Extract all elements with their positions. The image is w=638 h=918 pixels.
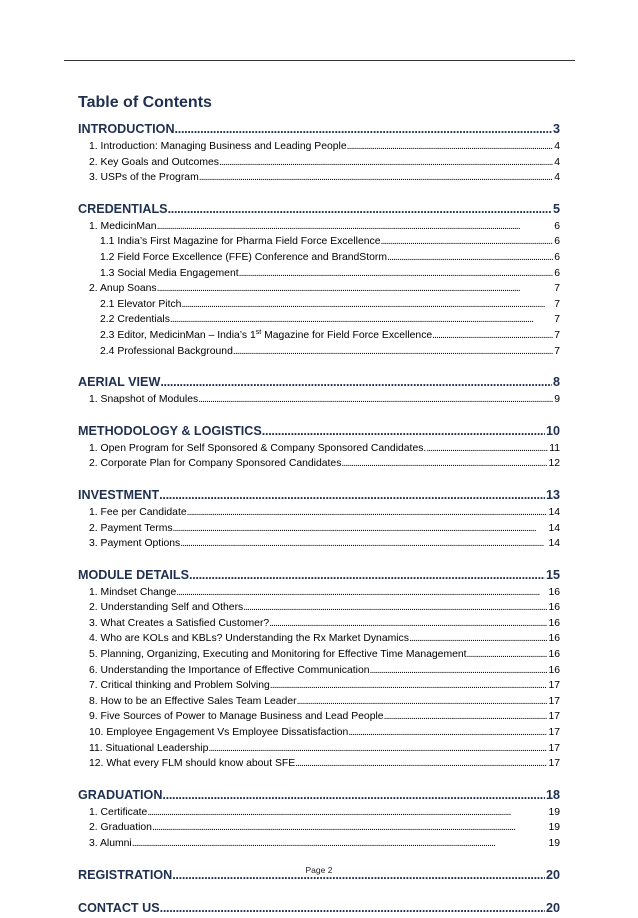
toc-entry-text: 1. Open Program for Self Sponsored & Company Sponsored Candidates. xyxy=(89,442,427,454)
toc-entry-text: 3. Payment Options xyxy=(89,538,181,550)
toc-entry-label xyxy=(89,170,199,186)
toc-entry-label xyxy=(78,899,160,918)
toc-section xyxy=(78,120,560,186)
toc-entry-label xyxy=(100,344,233,360)
page-ref: 6 xyxy=(554,220,560,232)
dot-leader xyxy=(160,899,545,918)
dot-leader xyxy=(162,786,545,805)
toc-heading-introduction[interactable] xyxy=(78,120,560,139)
dot-leader xyxy=(168,200,552,219)
dot-leader xyxy=(297,694,548,710)
toc-entry-label xyxy=(89,600,243,616)
toc-entry-text: 1. MedicinMan xyxy=(89,220,157,232)
page-ref: 3 xyxy=(552,122,560,136)
toc-item[interactable] xyxy=(78,344,560,360)
toc-entry-label xyxy=(89,585,176,601)
toc-section xyxy=(78,566,560,772)
dot-leader xyxy=(270,678,548,694)
dot-leader xyxy=(208,741,547,757)
toc-entry-label xyxy=(89,219,157,235)
page-ref: 6 xyxy=(554,236,560,248)
toc-entry-text: 2. Anup Soans xyxy=(89,283,157,295)
toc-entry-text: 10. Employee Engagement Vs Employee Dissatisfaction xyxy=(89,727,349,739)
toc-entry-label xyxy=(89,836,132,852)
toc-entry-text: 3. Alumni xyxy=(89,838,132,849)
dot-leader xyxy=(132,836,548,852)
page-ref: 17 xyxy=(548,742,560,754)
dot-leader xyxy=(189,566,545,585)
page-ref: 7 xyxy=(554,329,560,341)
toc-item[interactable] xyxy=(78,219,560,235)
toc-entry-label xyxy=(89,805,147,821)
toc-entry-text: 1. Fee per Candidate xyxy=(89,506,187,518)
toc-entry-text: 2. Corporate Plan for Company Sponsored Candidates xyxy=(89,458,342,470)
toc-entry-text: 1.1 India’s First Magazine for Pharma Field Force Excellence xyxy=(100,236,381,248)
toc-entry-label xyxy=(78,422,262,441)
toc-entry-label xyxy=(78,786,162,805)
toc-entry-label xyxy=(89,741,208,757)
toc-item[interactable] xyxy=(78,678,560,694)
toc-entry-text: 2.2 Credentials xyxy=(100,314,170,326)
toc-entry-text: 1. Mindset Change xyxy=(89,586,177,598)
toc-entry-label xyxy=(78,120,175,139)
dot-leader xyxy=(269,616,547,632)
toc-item[interactable] xyxy=(78,281,560,297)
toc-entry-text: INTRODUCTION xyxy=(78,122,175,136)
page-ref: 17 xyxy=(548,695,560,707)
toc-item[interactable] xyxy=(78,266,560,282)
toc-entry-label xyxy=(89,536,180,552)
toc-list xyxy=(78,120,560,918)
toc-item[interactable] xyxy=(78,392,560,408)
dot-leader xyxy=(239,266,554,282)
page-ref: 19 xyxy=(548,806,560,818)
dot-leader xyxy=(181,297,553,313)
toc-entry-text: REGISTRATION xyxy=(78,867,173,882)
dot-leader xyxy=(160,373,552,392)
dot-leader xyxy=(347,139,554,155)
toc-entry-text: INVESTMENT xyxy=(78,487,160,502)
page-number: Page 2 xyxy=(305,865,333,875)
toc-entry-text: 1.2 Field Force Excellence (FFE) Conference and BrandStorm xyxy=(100,251,388,263)
toc-entry-label xyxy=(89,456,341,472)
toc-entry-text: 2. Payment Terms xyxy=(89,522,173,534)
toc-entry-label xyxy=(100,234,380,250)
toc-item[interactable] xyxy=(78,297,560,313)
page-ref: 5 xyxy=(552,201,560,216)
toc-entry-text: 2. Graduation xyxy=(89,822,152,834)
page-ref: 10 xyxy=(545,423,560,438)
toc-entry-label xyxy=(89,663,370,679)
toc-entry-text: 3. What Creates a Satisfied Customer? xyxy=(89,617,270,629)
page-ref: 17 xyxy=(548,758,560,770)
page-ref: 17 xyxy=(548,727,560,739)
dot-leader xyxy=(432,328,553,344)
toc-item[interactable] xyxy=(78,250,560,266)
page-ref: 19 xyxy=(548,822,560,834)
page-ref: 4 xyxy=(554,156,560,168)
toc-entry-label xyxy=(78,200,168,219)
page-ref: 7 xyxy=(554,345,560,357)
toc-entry-text: 8. How to be an Effective Sales Team Leader xyxy=(89,695,297,707)
dot-leader xyxy=(426,441,548,457)
toc-heading-methodology-logistics[interactable] xyxy=(78,422,560,441)
page-ref: 14 xyxy=(548,538,560,550)
dot-leader xyxy=(380,234,553,250)
toc-item[interactable] xyxy=(78,663,560,679)
toc-item[interactable] xyxy=(78,312,560,328)
toc-item[interactable] xyxy=(78,694,560,710)
toc-entry-label xyxy=(89,709,384,725)
toc-heading-module-details[interactable] xyxy=(78,566,560,585)
toc-item[interactable] xyxy=(78,155,560,171)
dot-leader xyxy=(152,820,547,836)
toc-item[interactable] xyxy=(78,709,560,725)
toc-item[interactable] xyxy=(78,328,560,344)
page-ref: 14 xyxy=(548,506,560,518)
toc-item[interactable] xyxy=(78,631,560,647)
toc-entry-text: 2. Understanding Self and Others xyxy=(89,602,244,614)
toc-section xyxy=(78,486,560,552)
dot-leader xyxy=(187,505,548,521)
toc-item[interactable] xyxy=(78,616,560,632)
toc-entry-text: 2.3 Editor, MedicinMan – India’s 1 xyxy=(100,329,256,341)
dot-leader xyxy=(173,521,548,537)
dot-leader xyxy=(219,155,553,171)
toc-entry-text: CREDENTIALS xyxy=(78,201,168,216)
toc-item[interactable] xyxy=(78,647,560,663)
page-ref: 17 xyxy=(548,680,560,692)
toc-entry-label xyxy=(89,392,198,408)
toc-entry-label xyxy=(89,281,157,297)
toc-entry-text: 11. Situational Leadership xyxy=(89,742,209,754)
toc-entry-text: 1.3 Social Media Engagement xyxy=(100,267,239,279)
toc-entry-label xyxy=(89,647,467,663)
toc-item[interactable] xyxy=(78,521,560,537)
toc-item[interactable] xyxy=(78,725,560,741)
header-rule xyxy=(64,60,575,61)
page-ref: 16 xyxy=(548,602,560,614)
page-ref: 11 xyxy=(549,442,560,454)
toc-item[interactable] xyxy=(78,585,560,601)
page-ref: 7 xyxy=(554,314,560,326)
toc-heading-graduation[interactable] xyxy=(78,786,560,805)
toc-entry-text: 6. Understanding the Importance of Effective Communication xyxy=(89,664,370,676)
toc-entry-text: 1. Snapshot of Modules xyxy=(89,394,199,406)
dot-leader xyxy=(157,281,554,297)
toc-heading-credentials[interactable] xyxy=(78,200,560,219)
toc-entry-text: 1. Introduction: Managing Business and Leading People xyxy=(89,141,347,152)
page-ref: 6 xyxy=(554,251,560,263)
toc-entry-label xyxy=(89,616,269,632)
dot-leader xyxy=(157,219,554,235)
toc-item[interactable] xyxy=(78,805,560,821)
dot-leader xyxy=(262,422,545,441)
toc-entry-text: 1. Certificate xyxy=(89,806,148,818)
toc-entry-label xyxy=(78,373,160,392)
dot-leader xyxy=(243,600,547,616)
toc-entry-text: 7. Critical thinking and Problem Solving xyxy=(89,680,270,692)
toc-entry-label xyxy=(78,566,189,585)
page-ref: 8 xyxy=(552,375,560,390)
toc-entry-label xyxy=(89,521,173,537)
toc-entry-label xyxy=(100,297,181,313)
toc-entry-text: 2. Key Goals and Outcomes xyxy=(89,156,219,168)
dot-leader xyxy=(147,805,547,821)
superscript: st xyxy=(255,328,262,336)
toc-section xyxy=(78,786,560,852)
toc-item[interactable] xyxy=(78,820,560,836)
toc-item[interactable] xyxy=(78,456,560,472)
page-ref: 4 xyxy=(554,172,560,184)
dot-leader xyxy=(199,170,553,186)
dot-leader xyxy=(295,756,547,772)
dot-leader xyxy=(341,456,547,472)
toc-entry-text: 5. Planning, Organizing, Executing and Monitoring for Effective Time Management xyxy=(89,649,467,661)
page-ref: 20 xyxy=(545,900,560,915)
page-ref: 17 xyxy=(548,711,560,723)
page-ref: 16 xyxy=(548,649,560,661)
page-ref: 4 xyxy=(554,141,560,152)
toc-entry-text: 9. Five Sources of Power to Manage Business and Lead People xyxy=(89,711,384,723)
dot-leader xyxy=(387,250,553,266)
page-ref: 16 xyxy=(548,617,560,629)
toc-item[interactable] xyxy=(78,836,560,852)
toc-item[interactable] xyxy=(78,441,560,457)
toc-entry-label xyxy=(89,441,426,457)
toc-section xyxy=(78,899,560,918)
page-ref: 19 xyxy=(548,838,560,849)
toc-entry-label xyxy=(89,139,347,155)
dot-leader xyxy=(233,344,553,360)
toc-entry-label xyxy=(100,266,239,282)
toc-entry-label xyxy=(89,725,348,741)
toc-item[interactable] xyxy=(78,600,560,616)
toc-item[interactable] xyxy=(78,536,560,552)
dot-leader xyxy=(159,486,545,505)
toc-entry-label xyxy=(89,505,187,521)
dot-leader xyxy=(370,663,548,679)
toc-entry-text: MODULE DETAILS xyxy=(78,567,190,582)
toc-heading-aerial-view[interactable] xyxy=(78,373,560,392)
toc-entry-label xyxy=(89,820,152,836)
page-ref: 16 xyxy=(548,664,560,676)
toc-entry-text: 4. Who are KOLs and KBLs? Understanding the Rx Market Dynamics xyxy=(89,633,409,645)
toc-entry-text: AERIAL VIEW xyxy=(78,375,161,390)
dot-leader xyxy=(409,631,547,647)
dot-leader xyxy=(467,647,548,663)
toc-entry-label xyxy=(78,486,159,505)
page-ref: 20 xyxy=(545,867,560,882)
dot-leader xyxy=(176,585,547,601)
toc-entry-label xyxy=(89,631,409,647)
toc-item[interactable] xyxy=(78,234,560,250)
dot-leader xyxy=(175,120,552,139)
toc-title: Table of Contents xyxy=(78,94,212,111)
page-ref: 15 xyxy=(545,567,560,582)
toc-item[interactable] xyxy=(78,170,560,186)
toc-entry-label xyxy=(89,155,219,171)
toc-entry-label xyxy=(100,312,170,328)
toc-heading-contact-us[interactable] xyxy=(78,899,560,918)
toc-section xyxy=(78,373,560,408)
page-ref: 12 xyxy=(548,458,560,470)
toc-section xyxy=(78,200,560,359)
dot-leader xyxy=(180,536,547,552)
toc-entry-text-continued: Magazine for Field Force Excellence xyxy=(261,329,433,341)
toc-heading-investment[interactable] xyxy=(78,486,560,505)
toc-entry-text: 3. USPs of the Program xyxy=(89,172,199,184)
page-ref: 6 xyxy=(554,267,560,279)
toc-item[interactable] xyxy=(78,756,560,772)
page-ref: 16 xyxy=(548,633,560,645)
toc-entry-text: GRADUATION xyxy=(78,787,163,802)
page-ref: 18 xyxy=(545,787,560,802)
toc-entry-label xyxy=(89,694,297,710)
toc-item[interactable] xyxy=(78,741,560,757)
toc-entry-text: 12. What every FLM should know about SFE xyxy=(89,758,296,770)
toc-entry-label xyxy=(100,250,387,266)
page-ref: 7 xyxy=(554,298,560,310)
toc-section xyxy=(78,422,560,472)
toc-entry-label xyxy=(89,756,295,772)
toc-entry-text: 2.4 Professional Background xyxy=(100,345,233,357)
toc-entry-text: METHODOLOGY & LOGISTICS xyxy=(78,423,262,438)
toc-entry-text: CONTACT US xyxy=(78,900,160,915)
dot-leader xyxy=(198,392,553,408)
page-ref: 14 xyxy=(548,522,560,534)
toc-entry-label xyxy=(89,678,270,694)
toc-item[interactable] xyxy=(78,505,560,521)
toc-item[interactable] xyxy=(78,139,560,155)
dot-leader xyxy=(348,725,547,741)
page-ref: 16 xyxy=(548,586,560,598)
dot-leader xyxy=(170,312,553,328)
dot-leader xyxy=(384,709,548,725)
toc-entry-text: 2.1 Elevator Pitch xyxy=(100,298,182,310)
toc-entry-label xyxy=(100,328,432,344)
page-ref: 7 xyxy=(554,283,560,295)
page-ref: 13 xyxy=(545,487,560,502)
page-ref: 9 xyxy=(554,394,560,406)
